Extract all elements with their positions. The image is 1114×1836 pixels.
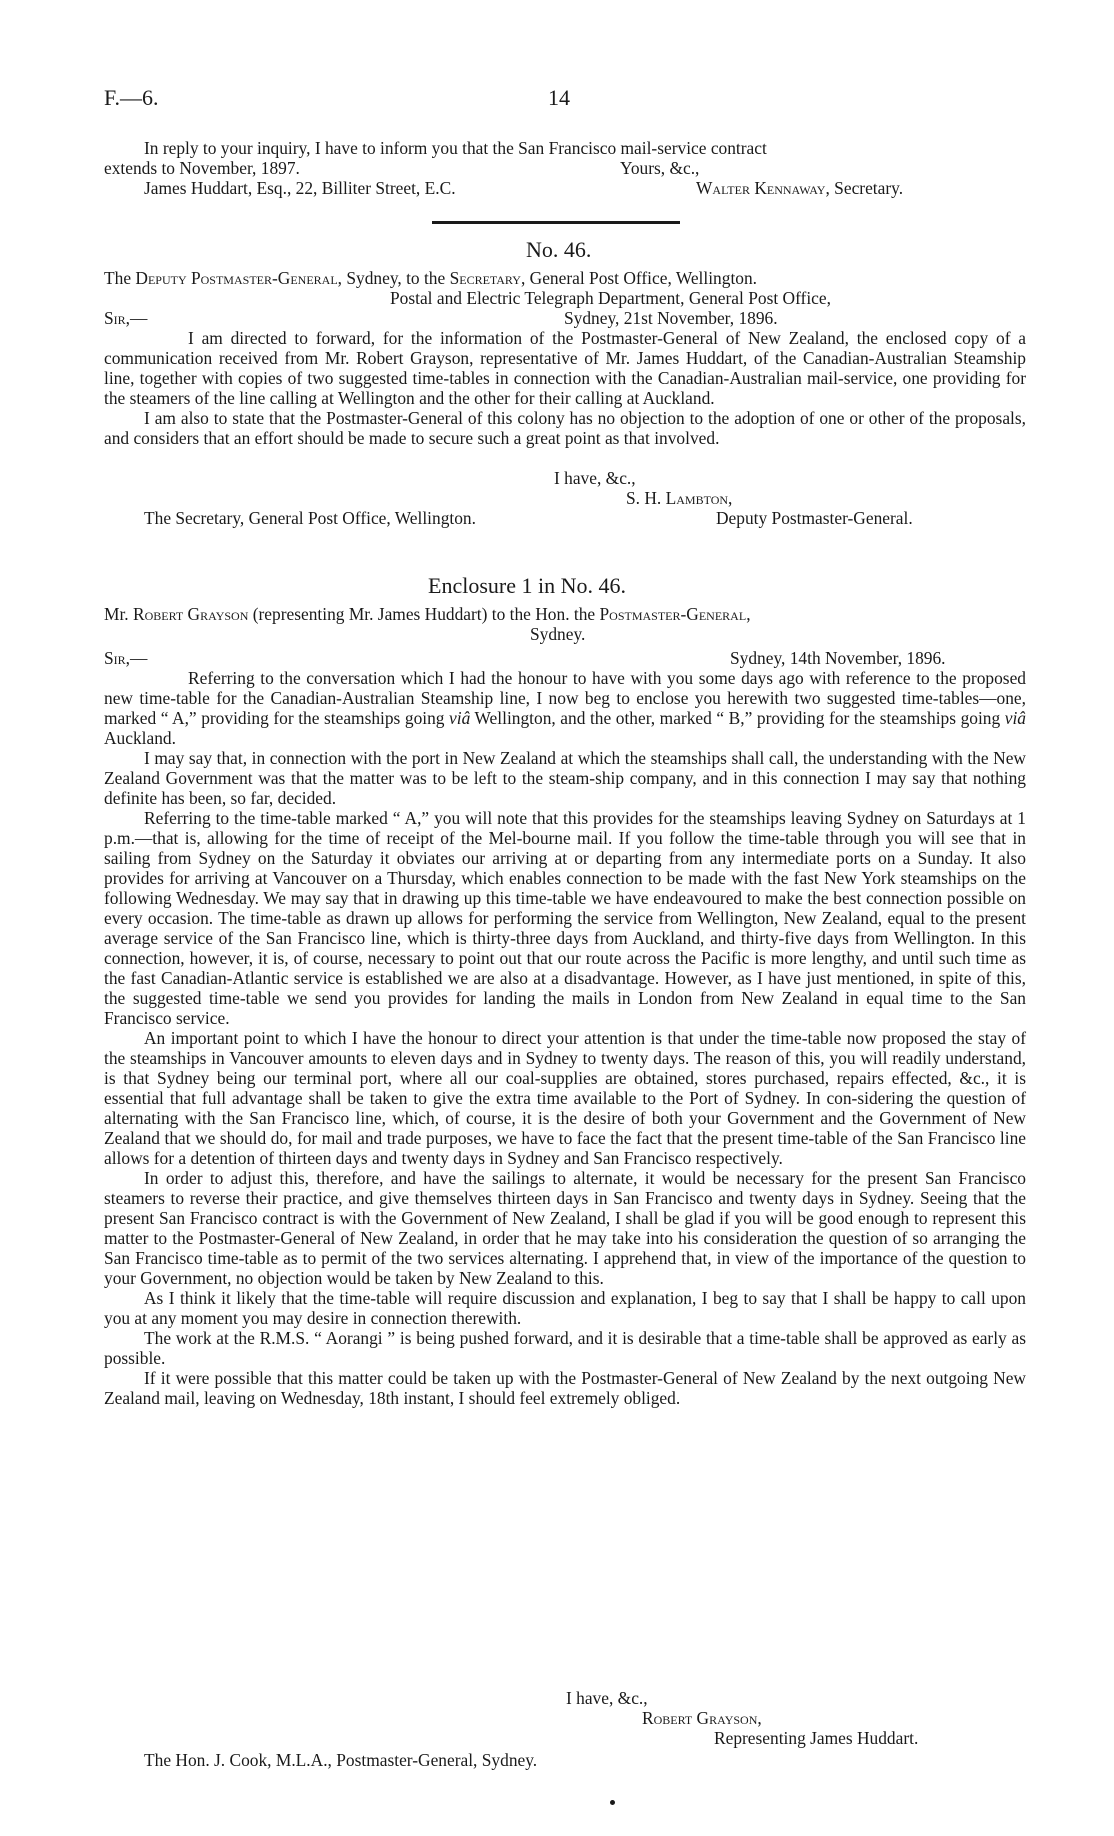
page-number: 14 xyxy=(548,85,570,110)
enclosure-from-name: Robert Grayson xyxy=(133,604,249,624)
reply-addressee: James Huddart, Esq., 22, Billiter Street, E.C. xyxy=(144,178,456,198)
enclosure-city: Sydney. xyxy=(530,624,586,644)
reply-closing: Yours, &c., xyxy=(620,158,700,178)
no46-to-title: Secretary xyxy=(449,268,521,288)
enclosure-paragraph: In order to adjust this, therefore, and have the sailings to alternate, it would be necessary for the present San Francisco steamers to reverse their practice, and give themselves thirteen days in San Francisco and twenty days in Sydney. Seeing that the present San Francisco contract is with the Government of New Zealand, I shall be glad if you will be good enough to represent this matter to the Postmaster-General of New Zealand, in order that he may take into his consideration the question of so arranging the San Francisco time-table as to permit of the two services alternating. I apprehend that, in view of the importance of the question to your Government, no objection would be taken by New Zealand to this. xyxy=(104,1168,1026,1288)
reply-signature xyxy=(696,178,903,198)
letter-heading-no46: No. 46. xyxy=(526,237,592,262)
section-divider xyxy=(432,221,680,224)
enclosure-paragraph-first xyxy=(104,668,1026,748)
reply-body-end: extends to November, 1897. xyxy=(104,158,300,178)
no46-salutation: Sir,— xyxy=(104,308,148,328)
enclosure-paragraph: The work at the R.M.S. “ Aorangi ” is being pushed forward, and it is desirable that a time-table shall be approved as early as possible. xyxy=(104,1328,1026,1368)
no46-from-title: Deputy Postmaster-General xyxy=(135,268,338,288)
enclosure-date: Sydney, 14th November, 1896. xyxy=(730,648,946,668)
document-reference: F.—6. xyxy=(104,85,159,110)
no46-signer-title: Deputy Postmaster-General. xyxy=(716,508,913,528)
no46-from-mid: , Sydney, to the xyxy=(337,268,450,288)
no46-body xyxy=(104,328,1026,448)
page-dot xyxy=(610,1800,615,1805)
enclosure-paragraph: Referring to the time-table marked “ A,” you will note that this provides for the steamships leaving Sydney on Saturdays at 1 p.m.—that is, allowing for the time of receipt of the Mel-bourne mail. If you follow the time-table through you will see that in sailing from Sydney on the Saturday it obviates our arriving at or departing from any intermediate ports on a Sunday. It also provides for arriving at Vancouver on a Thursday, which enables connection to be made with the fast New York steamships on the following Wednesday. We may say that in drawing up this time-table we have endeavoured to make the best connection possible on every occasion. The time-table as drawn up allows for performing the service from Wellington, New Zealand, equal to the present average service of the San Francisco line, which is thirty-three days from Auckland, and thirty-five days from Wellington. In this connection, however, it is, of course, necessary to point out that our route across the Pacific is more lengthy, and until such time as the fast Canadian-Atlantic service is established we are also at a disadvantage. However, as I have just mentioned, in spite of this, the suggested time-table we send you provides for landing the mails in London from New Zealand in equal time to the San Francisco service. xyxy=(104,808,1026,1028)
enclosure-from-mid: (representing Mr. James Huddart) to the Hon. the xyxy=(248,604,600,624)
enclosure-signer-role: Representing James Huddart. xyxy=(714,1728,919,1748)
enclosure-via-2: viâ xyxy=(1004,708,1026,728)
enclosure-paragraph: If it were possible that this matter could be taken up with the Postmaster-General of New Zealand by the next outgoing New Zealand mail, leaving on Wednesday, 18th instant, I should feel extremely obliged. xyxy=(104,1368,1026,1408)
enclosure-p1-end: Auckland. xyxy=(104,728,176,748)
no46-signer: S. H. Lambton, xyxy=(626,488,733,508)
enclosure-body xyxy=(104,668,1026,1408)
enclosure-from-to xyxy=(104,604,751,624)
enclosure-heading: Enclosure 1 in No. 46. xyxy=(428,573,626,598)
enclosure-to-title: Postmaster-General xyxy=(599,604,747,624)
enclosure-p1-before: Referring to the conversation which I had the honour to have with you some days ago with reference to the proposed new time-table for the Canadian-Australian Steamship line, I now beg to enclose you herewith two suggested time-tables—one, marked “ A,” providing for the steamships going xyxy=(104,668,1026,728)
no46-paragraph: I am directed to forward, for the information of the Postmaster-General of New Zealand, the enclosed copy of a communication received from Mr. Robert Grayson, representative of Mr. James Huddart, of the Canadian-Australian Steamship line, together with copies of two suggested time-tables in connection with the Canadian-Australian mail-service, one providing for the steamers of the line calling at Wellington and the other for their calling at Auckland. xyxy=(104,328,1026,408)
enclosure-paragraph: I may say that, in connection with the port in New Zealand at which the steamships shall call, the understanding with the New Zealand Government was that the matter was to be left to the steam-ship company, and in this connection I may say that nothing definite has been, so far, decided. xyxy=(104,748,1026,808)
no46-addressee: The Secretary, General Post Office, Wellington. xyxy=(144,508,476,528)
enclosure-paragraph: An important point to which I have the honour to direct your attention is that under the time-table now proposed the stay of the steamships in Vancouver amounts to eleven days and in Sydney to twenty days. The reason of this, you will readily understand, is that Sydney being our terminal port, where all our coal-supplies are obtained, stores purchased, repairs effected, &c., it is essential that full advantage shall be taken to give the extra time available to the Port of Sydney. In con-sidering the question of alternating with the San Francisco line, which, of course, it is the desire of both your Government and the Government of New Zealand that we should do, for mail and trade purposes, we have to face the fact that the present time-table of the San Francisco line allows for a detention of thirteen days and twenty days in Sydney and San Francisco respectively. xyxy=(104,1028,1026,1168)
enclosure-to-rest: , xyxy=(746,604,751,624)
reply-signature-title: , Secretary. xyxy=(825,178,904,198)
enclosure-salutation: Sir,— xyxy=(104,648,148,668)
no46-from-prefix: The xyxy=(104,268,136,288)
no46-closing: I have, &c., xyxy=(554,468,636,488)
enclosure-addressee: The Hon. J. Cook, M.L.A., Postmaster-General, Sydney. xyxy=(144,1750,538,1770)
no46-to-rest: , General Post Office, Wellington. xyxy=(520,268,758,288)
reply-letter xyxy=(104,138,1026,158)
enclosure-p1-mid: Wellington, and the other, marked “ B,” providing for the steamships going xyxy=(470,708,1005,728)
no46-date: Sydney, 21st November, 1896. xyxy=(564,308,778,328)
no46-paragraph: I am also to state that the Postmaster-General of this colony has no objection to the adoption of one or other of the proposals, and considers that an effort should be made to secure such a great point as that involved. xyxy=(104,408,1026,448)
enclosure-paragraph: As I think it likely that the time-table will require discussion and explanation, I beg to say that I shall be happy to call upon you at any moment you may desire in connection therewith. xyxy=(104,1288,1026,1328)
enclosure-from-prefix: Mr. xyxy=(104,604,133,624)
enclosure-closing: I have, &c., xyxy=(566,1688,648,1708)
no46-department: Postal and Electric Telegraph Department, General Post Office, xyxy=(390,288,831,308)
reply-body: In reply to your inquiry, I have to inform you that the San Francisco mail-service contract xyxy=(144,138,767,158)
enclosure-via-1: viâ xyxy=(449,708,471,728)
no46-from-to xyxy=(104,268,757,288)
enclosure-signer: Robert Grayson, xyxy=(642,1708,762,1728)
reply-signature-name: Walter Kennaway xyxy=(696,178,826,198)
